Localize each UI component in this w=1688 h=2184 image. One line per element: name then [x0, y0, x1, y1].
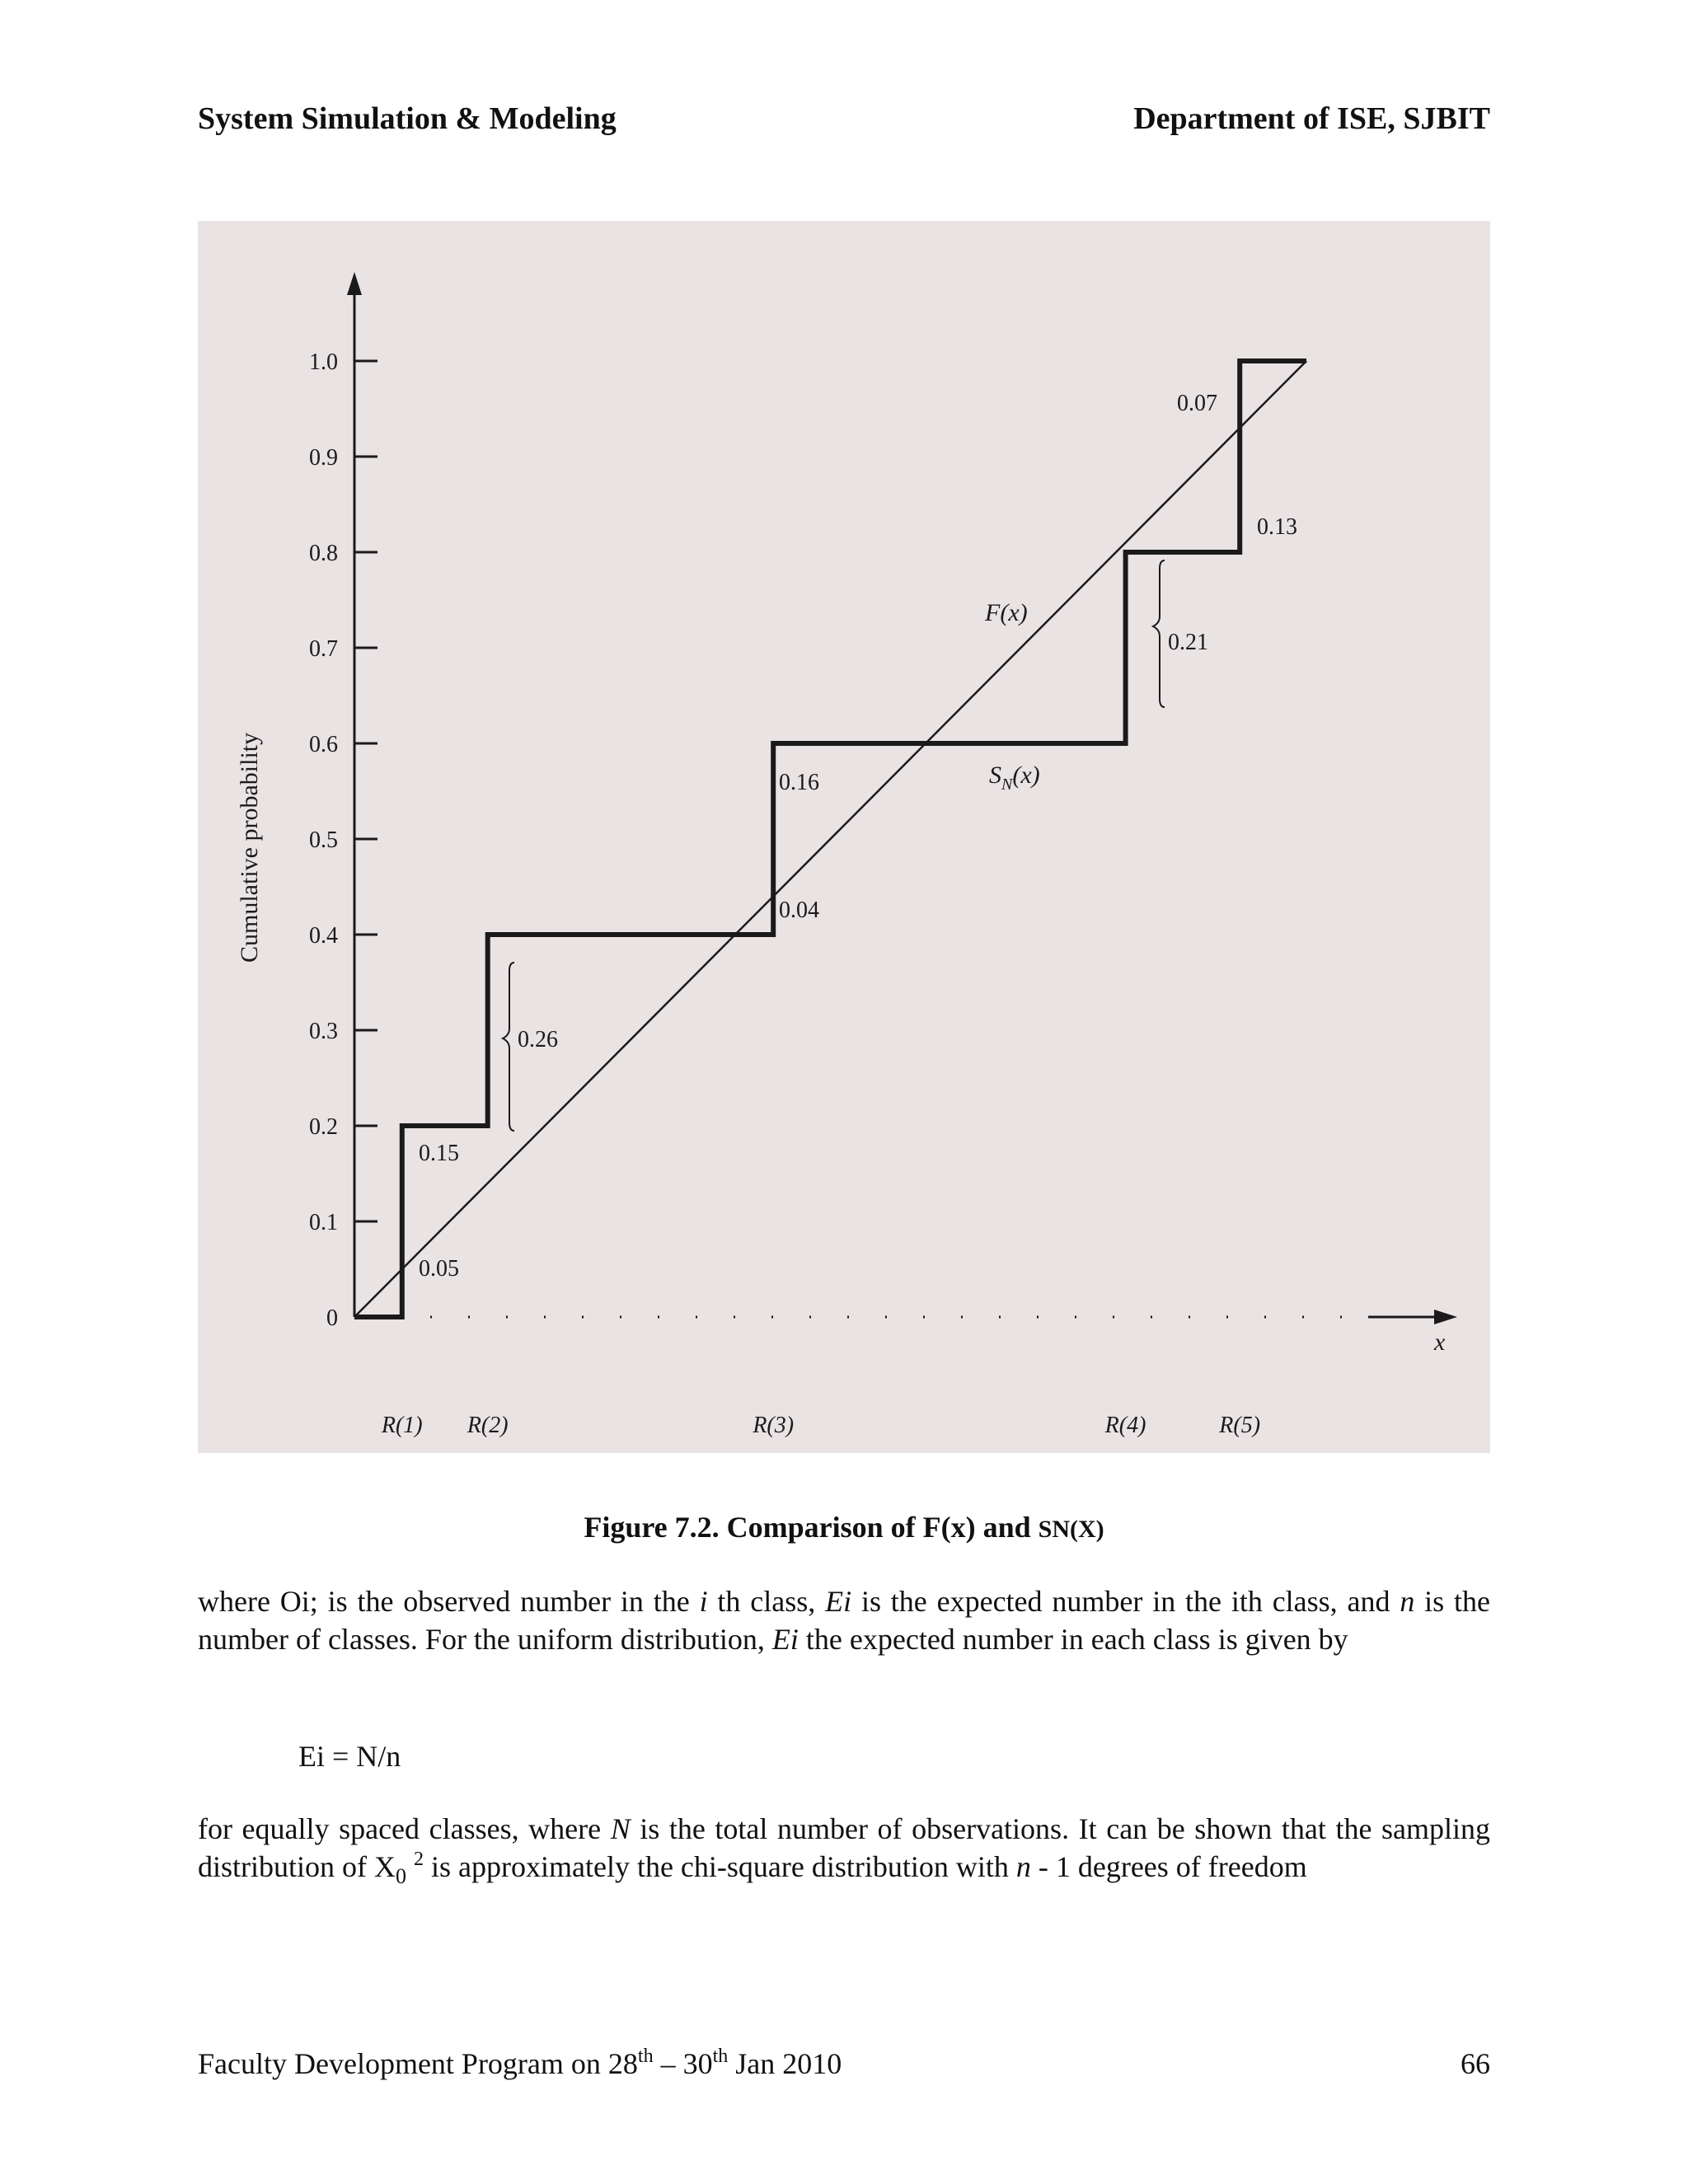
- x-axis: [354, 1310, 1457, 1438]
- y-tick-label: 0.8: [309, 541, 338, 566]
- difference-label: 0.04: [779, 898, 819, 923]
- chart-annotations: [419, 391, 1297, 1282]
- figure-image: [198, 221, 1490, 1453]
- difference-label: 0.13: [1257, 514, 1297, 540]
- y-tick-label: 0.5: [309, 827, 338, 853]
- header-department: Department of ISE, SJBIT: [1133, 101, 1490, 136]
- fx-curve-label: F(x): [985, 599, 1028, 626]
- footer-program: Faculty Development Program on 28th – 30th Jan 2010: [198, 2046, 842, 2080]
- x-tick-label: R(3): [753, 1413, 795, 1438]
- page-number: 66: [1461, 2047, 1490, 2080]
- sn-curve-label: $S_N(x)$: [989, 762, 1040, 794]
- brace-021: [1153, 560, 1165, 707]
- y-tick-label: 0.2: [309, 1114, 338, 1140]
- header-title: System Simulation & Modeling: [198, 101, 617, 136]
- fx-line: [354, 361, 1306, 1317]
- brace-026: [503, 963, 514, 1131]
- y-axis: [309, 272, 377, 1331]
- x-axis-arrow: [1434, 1310, 1457, 1324]
- difference-label: 0.21: [1168, 630, 1208, 655]
- difference-label: 0.26: [518, 1027, 558, 1052]
- y-tick-label: 0.7: [309, 636, 338, 662]
- difference-label: 0.07: [1177, 391, 1217, 416]
- y-tick-label: 0.6: [309, 732, 338, 757]
- difference-label: 0.15: [419, 1141, 459, 1166]
- y-axis-arrow: [347, 272, 362, 295]
- difference-label: 0.16: [779, 770, 819, 795]
- x-tick-label: R(5): [1219, 1413, 1261, 1438]
- y-tick-label: 0.3: [309, 1019, 338, 1044]
- paragraph-1: where Oi; is the observed number in the i th class, Ei is the expected number in the ith class, and n is the number of classes. For the uniform distribution, Ei the expected number in each class is given by: [198, 1585, 1491, 1656]
- x-axis-label: x: [1434, 1329, 1446, 1356]
- figure-caption: Figure 7.2. Comparison of F(x) and SN(X): [584, 1511, 1104, 1544]
- x-tick-label: R(1): [381, 1413, 423, 1438]
- chart-series: [354, 361, 1306, 1317]
- cdf-chart: [198, 221, 1490, 1453]
- equation: Ei = N/n: [298, 1740, 401, 1773]
- y-tick-label: 0: [326, 1305, 338, 1331]
- paragraph-2: for equally spaced classes, where N is the total number of observations. It can be shown that the sampling distribution of $X_0$ $^2$ is approximately the chi-square distribution with n - 1 degrees of freedom: [198, 1812, 1491, 1888]
- y-axis-label: Cumulative probability: [236, 732, 263, 963]
- x-tick-label: R(2): [467, 1413, 509, 1438]
- x-tick-label: R(4): [1104, 1413, 1146, 1438]
- y-tick-label: 0.4: [309, 923, 338, 949]
- difference-label: 0.05: [419, 1256, 459, 1282]
- y-tick-label: 1.0: [309, 349, 338, 375]
- y-tick-label: 0.1: [309, 1210, 338, 1235]
- y-tick-label: 0.9: [309, 445, 338, 471]
